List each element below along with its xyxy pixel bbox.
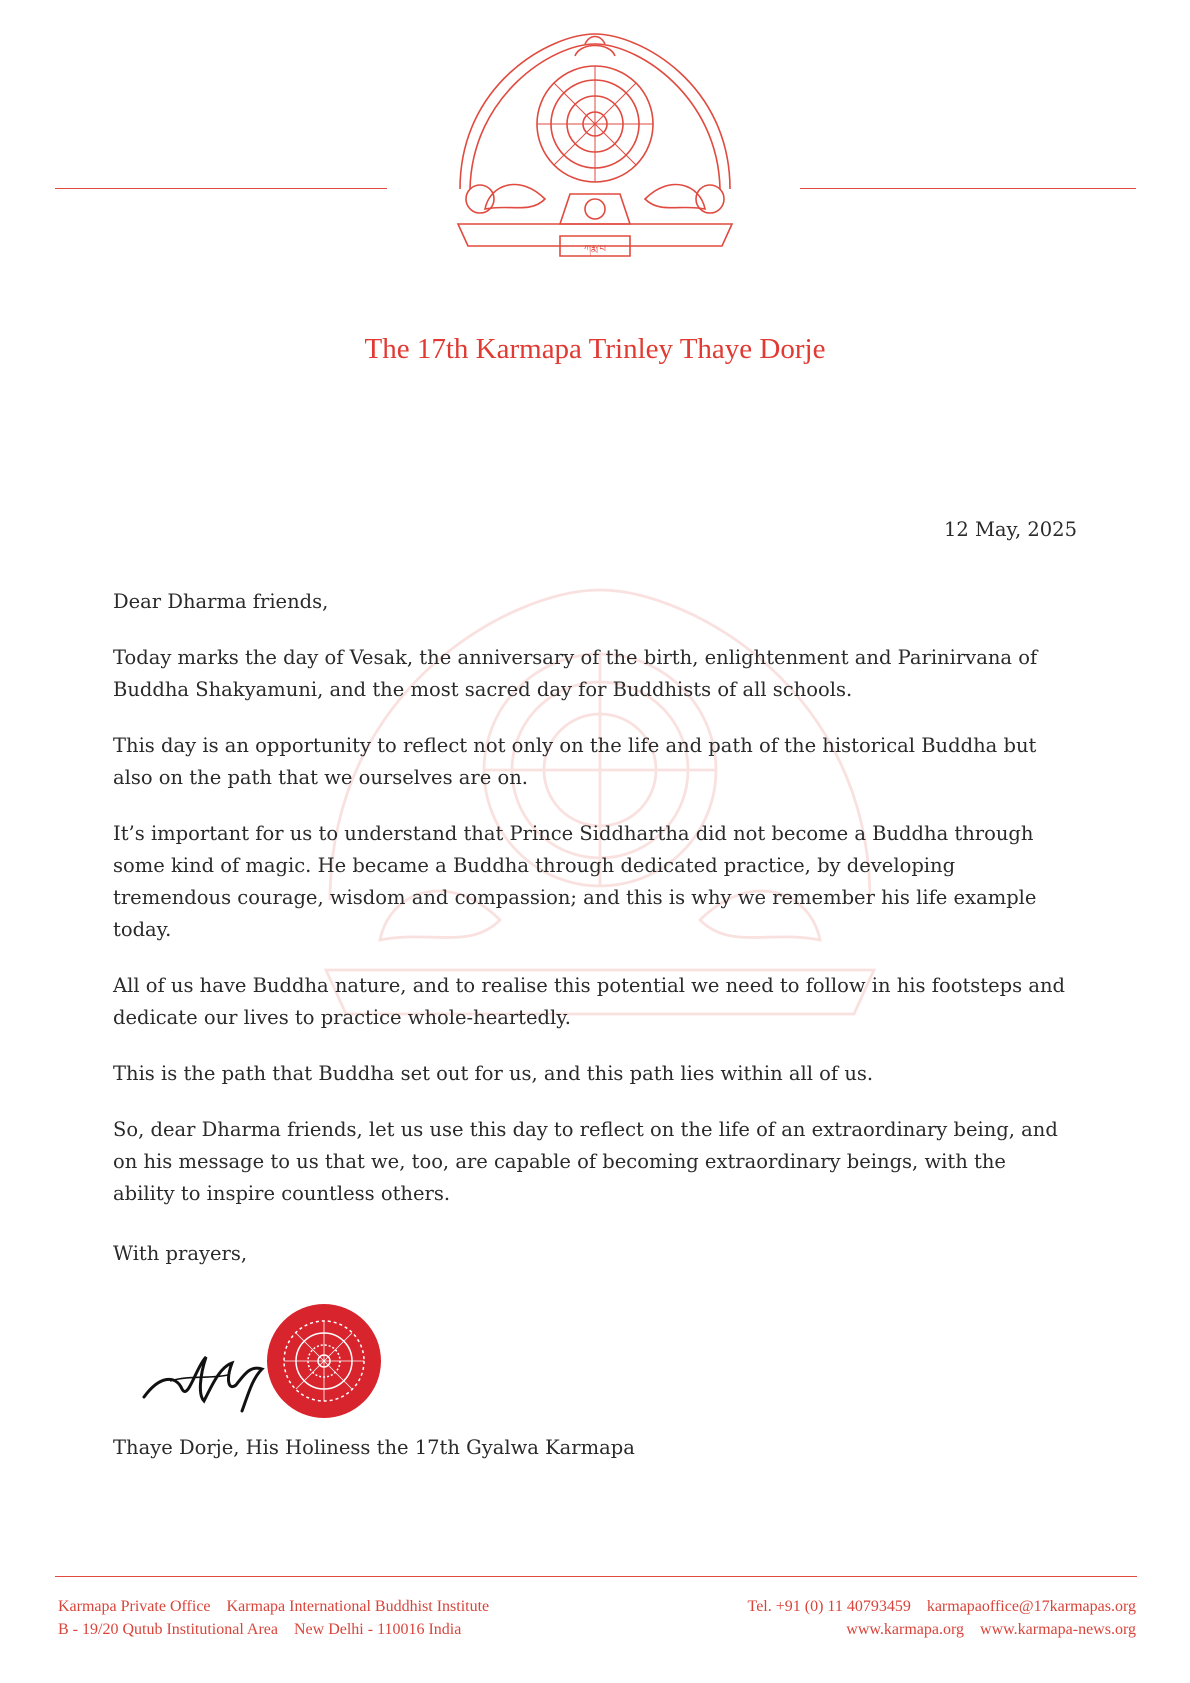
crest-plaque-text: ཀརྨ་པ [584,244,606,255]
header-rule-left [55,188,387,189]
paragraph-3: It’s important for us to understand that Prince Siddhartha did not become a Buddha through some kind of magic. He became a Buddha through dedicated practice, by developing tremendous courage, wisdom and compassion; and this is why we remember his life example today. [113,822,1037,941]
salutation: Dear Dharma friends, [113,590,329,613]
letterhead-title: The 17th Karmapa Trinley Thaye Dorje [364,333,826,365]
karmapa-crest-emblem [440,24,750,274]
paragraph-1: Today marks the day of Vesak, the anniversary of the birth, enlightenment and Parinirvana of Buddha Shakyamuni, and the most sacred day for Buddhists of all schools. [113,646,1038,701]
footer-websites-line: www.karmapa.org www.karmapa-news.org [846,1621,1136,1638]
letter-date: 12 May, 2025 [943,518,1077,541]
footer-contact-line: Tel. +91 (0) 11 40793459 karmapaoffice@17karmapas.org [747,1598,1136,1615]
closing: With prayers, [113,1242,248,1265]
footer-rule [55,1576,1137,1577]
footer-office-line: Karmapa Private Office Karmapa International Buddhist Institute [58,1598,490,1615]
paragraph-4: All of us have Buddha nature, and to realise this potential we need to follow in his footsteps and dedicate our lives to practice whole-heartedly. [113,974,1066,1029]
paragraph-2: This day is an opportunity to reflect not only on the life and path of the historical Buddha but also on the path that we ourselves are on. [113,734,1037,789]
paragraph-5: This is the path that Buddha set out for us, and this path lies within all of us. [113,1062,874,1085]
signoff: Thaye Dorje, His Holiness the 17th Gyalwa Karmapa [113,1436,635,1459]
handwritten-signature [140,1345,280,1415]
paragraph-6: So, dear Dharma friends, let us use this day to reflect on the life of an extraordinary being, and on his message to us that we, too, are capable of becoming extraordinary beings, with the ability to inspire countless others. [113,1118,1058,1205]
footer-address-line: B - 19/20 Qutub Institutional Area New Delhi - 110016 India [58,1621,462,1638]
red-seal [265,1302,383,1420]
header-rule-right [800,188,1136,189]
